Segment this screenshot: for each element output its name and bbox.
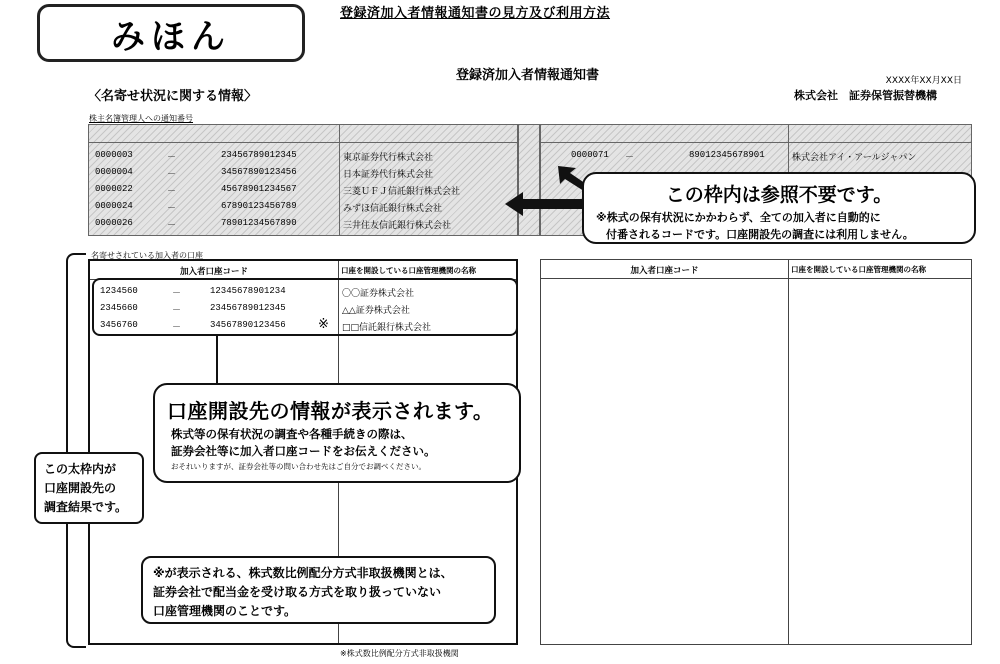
registry-code: 34567890123456 <box>221 167 297 177</box>
registry-number: 0000003 <box>95 150 133 160</box>
left-bracket <box>66 253 86 648</box>
registry-code: 67890123456789 <box>221 201 297 211</box>
registry-dash: － <box>625 153 635 163</box>
account-table-right <box>540 259 972 645</box>
registry-agent-name: 三井住友信託銀行株式会社 <box>343 221 452 231</box>
callout-account-info-line1: 株式等の保有状況の調査や各種手続きの際は、 <box>171 427 413 441</box>
side-note-box <box>34 452 144 524</box>
side-note-line2: 口座開設先の <box>44 481 117 495</box>
side-note-line3: 調査結果です。 <box>44 500 128 514</box>
shareholder-registry-label: 株主名簿管理人への通知番号 <box>89 114 193 123</box>
header-institution-name-right: 口座を開設している口座管理機関の名称 <box>791 265 926 274</box>
institution-name: 〇〇証券株式会社 <box>342 289 415 299</box>
callout-not-required-heading: この枠内は参照不要です。 <box>665 184 893 206</box>
side-note-line1: この太枠内が <box>44 462 117 476</box>
sample-stamp: みほん <box>37 4 305 62</box>
section-subtitle: 〈名寄せ状況に関する情報〉 <box>88 89 258 104</box>
registry-row <box>89 148 517 164</box>
institution-name: □□信託銀行株式会社 <box>342 323 432 333</box>
registry-row <box>89 165 517 181</box>
callout-non-handling-line1: ※が表示される、株式数比例配分方式非取扱機関とは、 <box>153 566 453 580</box>
account-dash: － <box>172 306 182 316</box>
non-handling-mark: ※ <box>318 317 329 332</box>
footnote: ※株式数比例配分方式非取扱機関 <box>340 649 459 658</box>
registry-code: 78901234567890 <box>221 218 297 228</box>
callout-not-required-line1: ※株式の保有状況にかかわらず、全ての加入者に自動的に <box>596 211 881 224</box>
account-code: 23456789012345 <box>210 303 286 313</box>
registry-agent-name: 三菱ＵＦＪ信託銀行株式会社 <box>343 187 461 197</box>
registry-dash: － <box>167 153 177 163</box>
registry-number: 0000024 <box>95 201 133 211</box>
callout-not-required-line2: 付番されるコードです。口座開設先の調査には利用しません。 <box>606 228 914 241</box>
account-dash: － <box>172 323 182 333</box>
registry-agent-name: みずほ信託銀行株式会社 <box>343 204 443 214</box>
registry-row <box>89 216 517 232</box>
registry-dash: － <box>167 204 177 214</box>
callout-non-handling-line3: 口座管理機関のことです。 <box>153 604 297 618</box>
registry-row <box>541 148 971 164</box>
account-code: 34567890123456 <box>210 320 286 330</box>
account-number: 1234560 <box>100 286 138 296</box>
registry-dash: － <box>167 170 177 180</box>
registry-number: 0000022 <box>95 184 133 194</box>
registry-code: 89012345678901 <box>689 150 765 160</box>
page-title: 登録済加入者情報通知書の見方及び利用方法 <box>340 6 611 21</box>
rows-highlight-frame <box>92 278 518 336</box>
callout-non-handling-line2: 証券会社で配当金を受け取る方式を取り扱っていない <box>153 585 442 599</box>
callout-account-info-line2: 証券会社等に加入者口座コードをお伝えください。 <box>171 444 436 458</box>
registry-code: 23456789012345 <box>221 150 297 160</box>
registry-agent-name: 日本証券代行株式会社 <box>343 170 434 180</box>
registry-row <box>89 199 517 215</box>
callout-account-info-heading: 口座開設先の情報が表示されます。 <box>167 399 494 423</box>
header-account-code: 加入者口座コード <box>179 267 248 277</box>
callout-not-required <box>582 172 976 244</box>
institution-name: △△証券株式会社 <box>342 306 410 316</box>
connector-line <box>216 336 218 386</box>
callout-account-info <box>153 383 521 483</box>
header-account-code-right: 加入者口座コード <box>630 266 699 276</box>
callout-account-info-note: おそれいりますが、証券会社等の問い合わせ先はご自分でお調べください。 <box>171 462 426 471</box>
registry-number: 0000026 <box>95 218 133 228</box>
registry-number: 0000071 <box>571 150 609 160</box>
account-number: 2345660 <box>100 303 138 313</box>
registry-agent-name: 東京証券代行株式会社 <box>343 153 434 163</box>
account-dash: － <box>172 289 182 299</box>
registry-number: 0000004 <box>95 167 133 177</box>
named-accounts-label: 名寄せされている加入者の口座 <box>91 251 203 260</box>
account-code: 12345678901234 <box>210 286 286 296</box>
header-institution-name: 口座を開設している口座管理機関の名称 <box>341 266 476 275</box>
registry-dash: － <box>167 221 177 231</box>
registry-table-left <box>88 124 518 236</box>
registry-dash: － <box>167 187 177 197</box>
callout-non-handling <box>141 556 496 624</box>
registry-code: 45678901234567 <box>221 184 297 194</box>
issue-date: XXXX年XX月XX日 <box>885 76 962 86</box>
document-title: 登録済加入者情報通知書 <box>456 68 600 83</box>
registry-agent-name: 株式会社アイ・アールジャパン <box>792 153 917 163</box>
issuer-name: 株式会社 証券保管振替機構 <box>794 89 937 102</box>
account-number: 3456760 <box>100 320 138 330</box>
registry-row <box>89 182 517 198</box>
